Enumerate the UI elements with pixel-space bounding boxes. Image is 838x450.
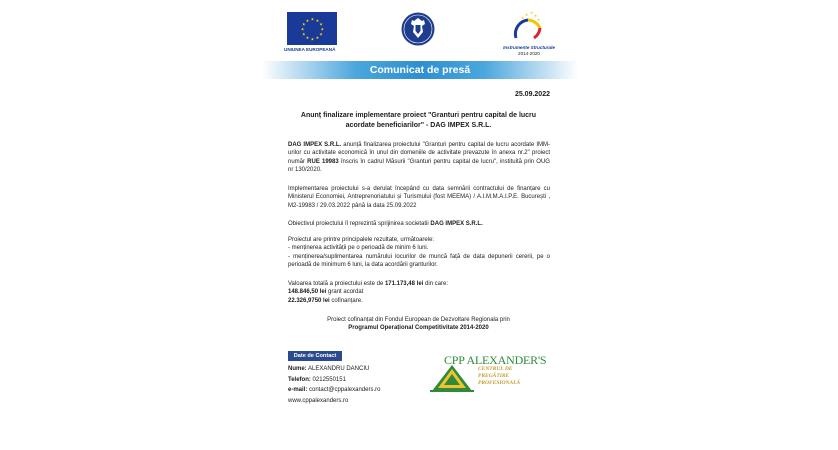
cpp-logo-subtitle [478, 366, 520, 388]
cpp-sub-line3: PROFESIONALĂ [478, 380, 521, 387]
paragraph-implementation: Implementarea proiectului s-a derulat începând cu data semnării contractului de finanțare cu Ministerul Economiei, Antreprenoriatului și Turismului (fost MEEMA) / A.I.M.M.A.I.P.E. București , M2-19983 / 29.03.2022 până la data 25.09.2022 [288, 186, 550, 209]
grant-text: grant acordat [326, 289, 364, 296]
cpp-triangle-icon [430, 363, 474, 393]
contact-name-label: Nume: [288, 366, 307, 372]
svg-text:★: ★ [320, 26, 325, 32]
contact-name-value: ALEXANDRU DANCIU [306, 366, 370, 372]
svg-text:★: ★ [305, 17, 310, 23]
svg-text:★: ★ [310, 36, 315, 42]
svg-text:★: ★ [300, 26, 305, 32]
cofinancing-note [287, 316, 550, 333]
contact-phone [288, 375, 428, 386]
release-date: 25.09.2022 [514, 91, 550, 98]
cpp-sub-line1: CENTRUL DE [478, 366, 513, 372]
results-lead: Proiectul are printre principalele rezultate, următoarele: [288, 237, 435, 243]
svg-text:★: ★ [534, 14, 538, 18]
cofinancing-line2: Programul Operațional Competitivitate 2014-2020 [348, 325, 489, 332]
svg-text:★: ★ [521, 16, 525, 20]
is-caption-years: 2014-2020 [518, 50, 540, 56]
is-caption [498, 45, 560, 56]
grant-value: 148.846,50 lei [288, 289, 327, 296]
svg-text:★: ★ [302, 21, 306, 27]
cpp-sub-line2: PREGĂTIRE [478, 373, 510, 380]
contact-badge: Date de Contact [288, 351, 342, 361]
company-name: DAG IMPEX S.R.L. [288, 142, 342, 148]
total-value-line [288, 280, 550, 288]
contact-website[interactable]: www.cppalexanders.ro [288, 397, 349, 404]
rue-number: RUE 19983 [307, 158, 339, 165]
paragraph-results [288, 236, 550, 270]
government-crest-logo [401, 10, 435, 48]
svg-text:★: ★ [319, 31, 323, 37]
svg-text:★: ★ [319, 21, 323, 27]
document-title: Anunț finalizare implementare proiect "Granturi pentru capital de lucru acordate beneficiarilor" - DAG IMPEX S.R.L. [300, 112, 537, 129]
svg-text:★: ★ [302, 31, 306, 37]
svg-text:★: ★ [305, 35, 310, 40]
is-caption-title: Instrumente Structurale [503, 45, 555, 50]
cpp-alexanders-logo [430, 353, 555, 393]
eu-flag-logo [284, 12, 337, 52]
paragraph1-text-b: înscris în cadrul Măsurii "Granturi pentru capital de lucru", instituită prin OUG nr 130/2020. [288, 158, 550, 174]
contact-name [288, 364, 428, 375]
structural-instruments-icon [500, 8, 556, 44]
contact-email-value[interactable]: contact@cppalexanders.ro [307, 387, 381, 394]
grant-line [288, 288, 550, 296]
cofinancing-line1: Proiect cofinanțat din Fondul European de Dezvoltare Regionala prin [327, 317, 510, 323]
svg-text:★: ★ [315, 17, 320, 23]
objective-company: DAG IMPEX S.R.L. [430, 221, 483, 227]
crest-icon [401, 10, 435, 48]
press-release-banner: Comunicat de presă [262, 61, 578, 79]
contact-email-label: e-mail: [288, 387, 308, 394]
contact-phone-value: 0212550151 [310, 376, 346, 383]
paragraph-project-completion [288, 141, 550, 175]
eu-flag-icon [287, 12, 337, 45]
paragraph-project-value [288, 280, 550, 305]
cofinancing-text: cofinanțare. [329, 297, 363, 304]
svg-text:★: ★ [525, 13, 529, 17]
total-value: 171.173,48 lei [384, 281, 424, 287]
svg-text:★: ★ [310, 16, 315, 22]
paragraph-objective [288, 220, 550, 228]
cpp-logo-name: CPP ALEXANDER'S [444, 353, 547, 367]
paragraph3-text: Obiectivul proiectului îl reprezintă sprijinirea societatii [288, 221, 431, 227]
value-text-a: Valoarea totală a proiectului este de [288, 281, 385, 287]
svg-text:★: ★ [537, 18, 541, 22]
paragraph1-text-a: anunță finalizarea proiectului "Granturi pentru capital de lucru acordate IMM-urilor cu activitate economică în unul din domeniile de activitate prevazute în anexa nr.2" proiect număr [288, 142, 550, 165]
eu-caption: UNIUNEA EUROPEANĂ [284, 47, 336, 52]
value-text-b: din care: [423, 281, 449, 287]
result-item: - menținerea/suplimentarea numărului locurilor de muncă față de data depunerii cererii, pe o perioadă de minimum 6 luni, la data acordării granturilor. [288, 253, 550, 269]
contact-email [288, 385, 428, 396]
svg-text:★: ★ [530, 11, 534, 15]
cofinancing-value: 22.326,9750 lei [288, 297, 330, 304]
cofinancing-line [288, 297, 550, 305]
svg-text:★: ★ [315, 35, 320, 40]
contact-block [288, 364, 428, 406]
result-item: - menținerea activității pe o perioadă de minim 6 luni. [288, 245, 429, 252]
contact-phone-label: Telefon: [288, 376, 311, 383]
